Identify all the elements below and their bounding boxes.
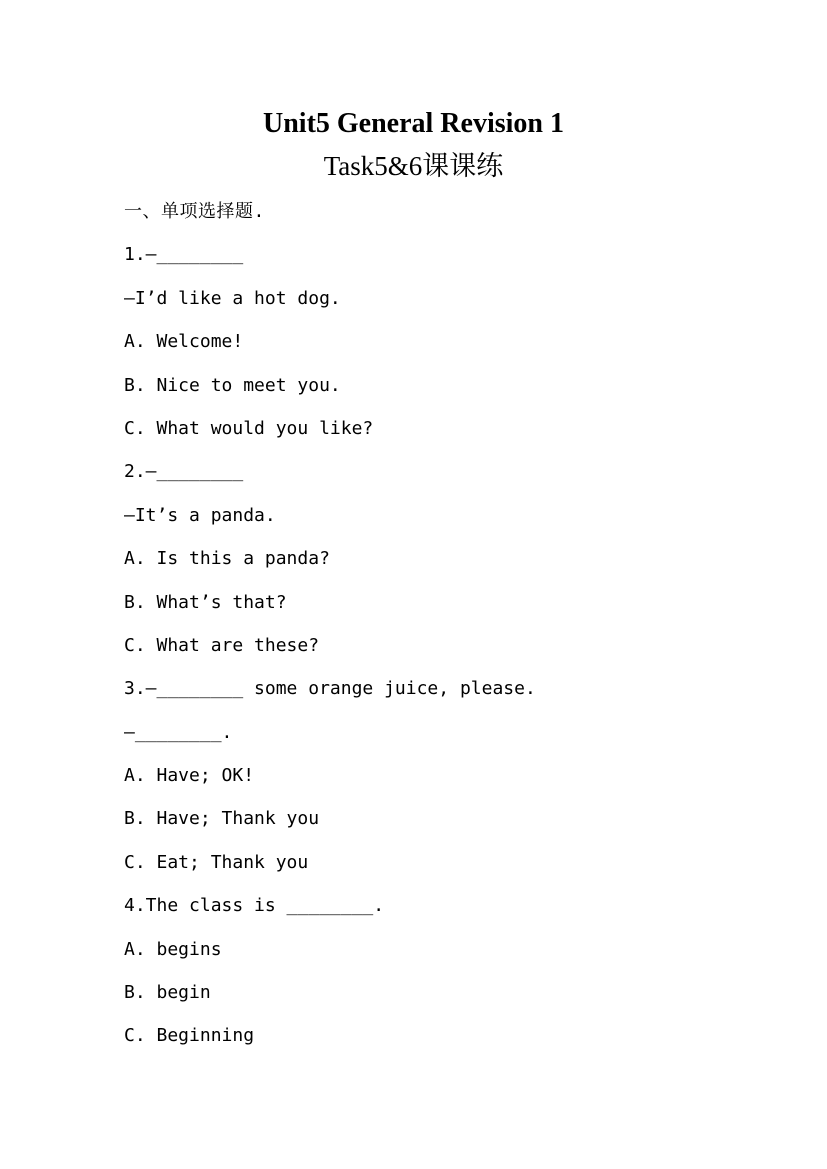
question-1-option-b: B. Nice to meet you. — [124, 374, 341, 396]
question-1-option-a: A. Welcome! — [124, 331, 244, 353]
document-title: Unit5 General Revision 1 — [263, 108, 564, 139]
question-4-prompt: 4.The class is ________. — [124, 895, 385, 917]
question-2-prompt: 2.—________ — [124, 461, 244, 483]
question-2-option-c: C. What are these? — [124, 634, 320, 656]
question-3-option-a: A. Have; OK! — [124, 765, 255, 787]
question-1-response: —I’d like a hot dog. — [124, 287, 341, 309]
question-1 — [124, 233, 804, 450]
section-heading: 一、单项选择题. — [124, 201, 265, 222]
question-2 — [124, 450, 804, 667]
question-3 — [124, 667, 804, 884]
exercise-body — [124, 190, 804, 1058]
question-4-option-c: C. Beginning — [124, 1025, 255, 1047]
document-subtitle: Task5&6课课练 — [323, 151, 504, 181]
question-3-option-c: C. Eat; Thank you — [124, 851, 309, 873]
question-1-option-c: C. What would you like? — [124, 417, 374, 439]
question-3-response: —________. — [124, 721, 233, 743]
question-3-prompt: 3.—________ some orange juice, please. — [124, 678, 536, 700]
question-2-response: —It’s a panda. — [124, 504, 276, 526]
question-4-option-b: B. begin — [124, 982, 211, 1004]
question-3-option-b: B. Have; Thank you — [124, 808, 320, 830]
question-2-option-a: A. Is this a panda? — [124, 548, 330, 570]
question-4-option-a: A. begins — [124, 938, 222, 960]
question-1-prompt: 1.—________ — [124, 244, 244, 266]
question-4 — [124, 884, 804, 1058]
question-2-option-b: B. What’s that? — [124, 591, 287, 613]
